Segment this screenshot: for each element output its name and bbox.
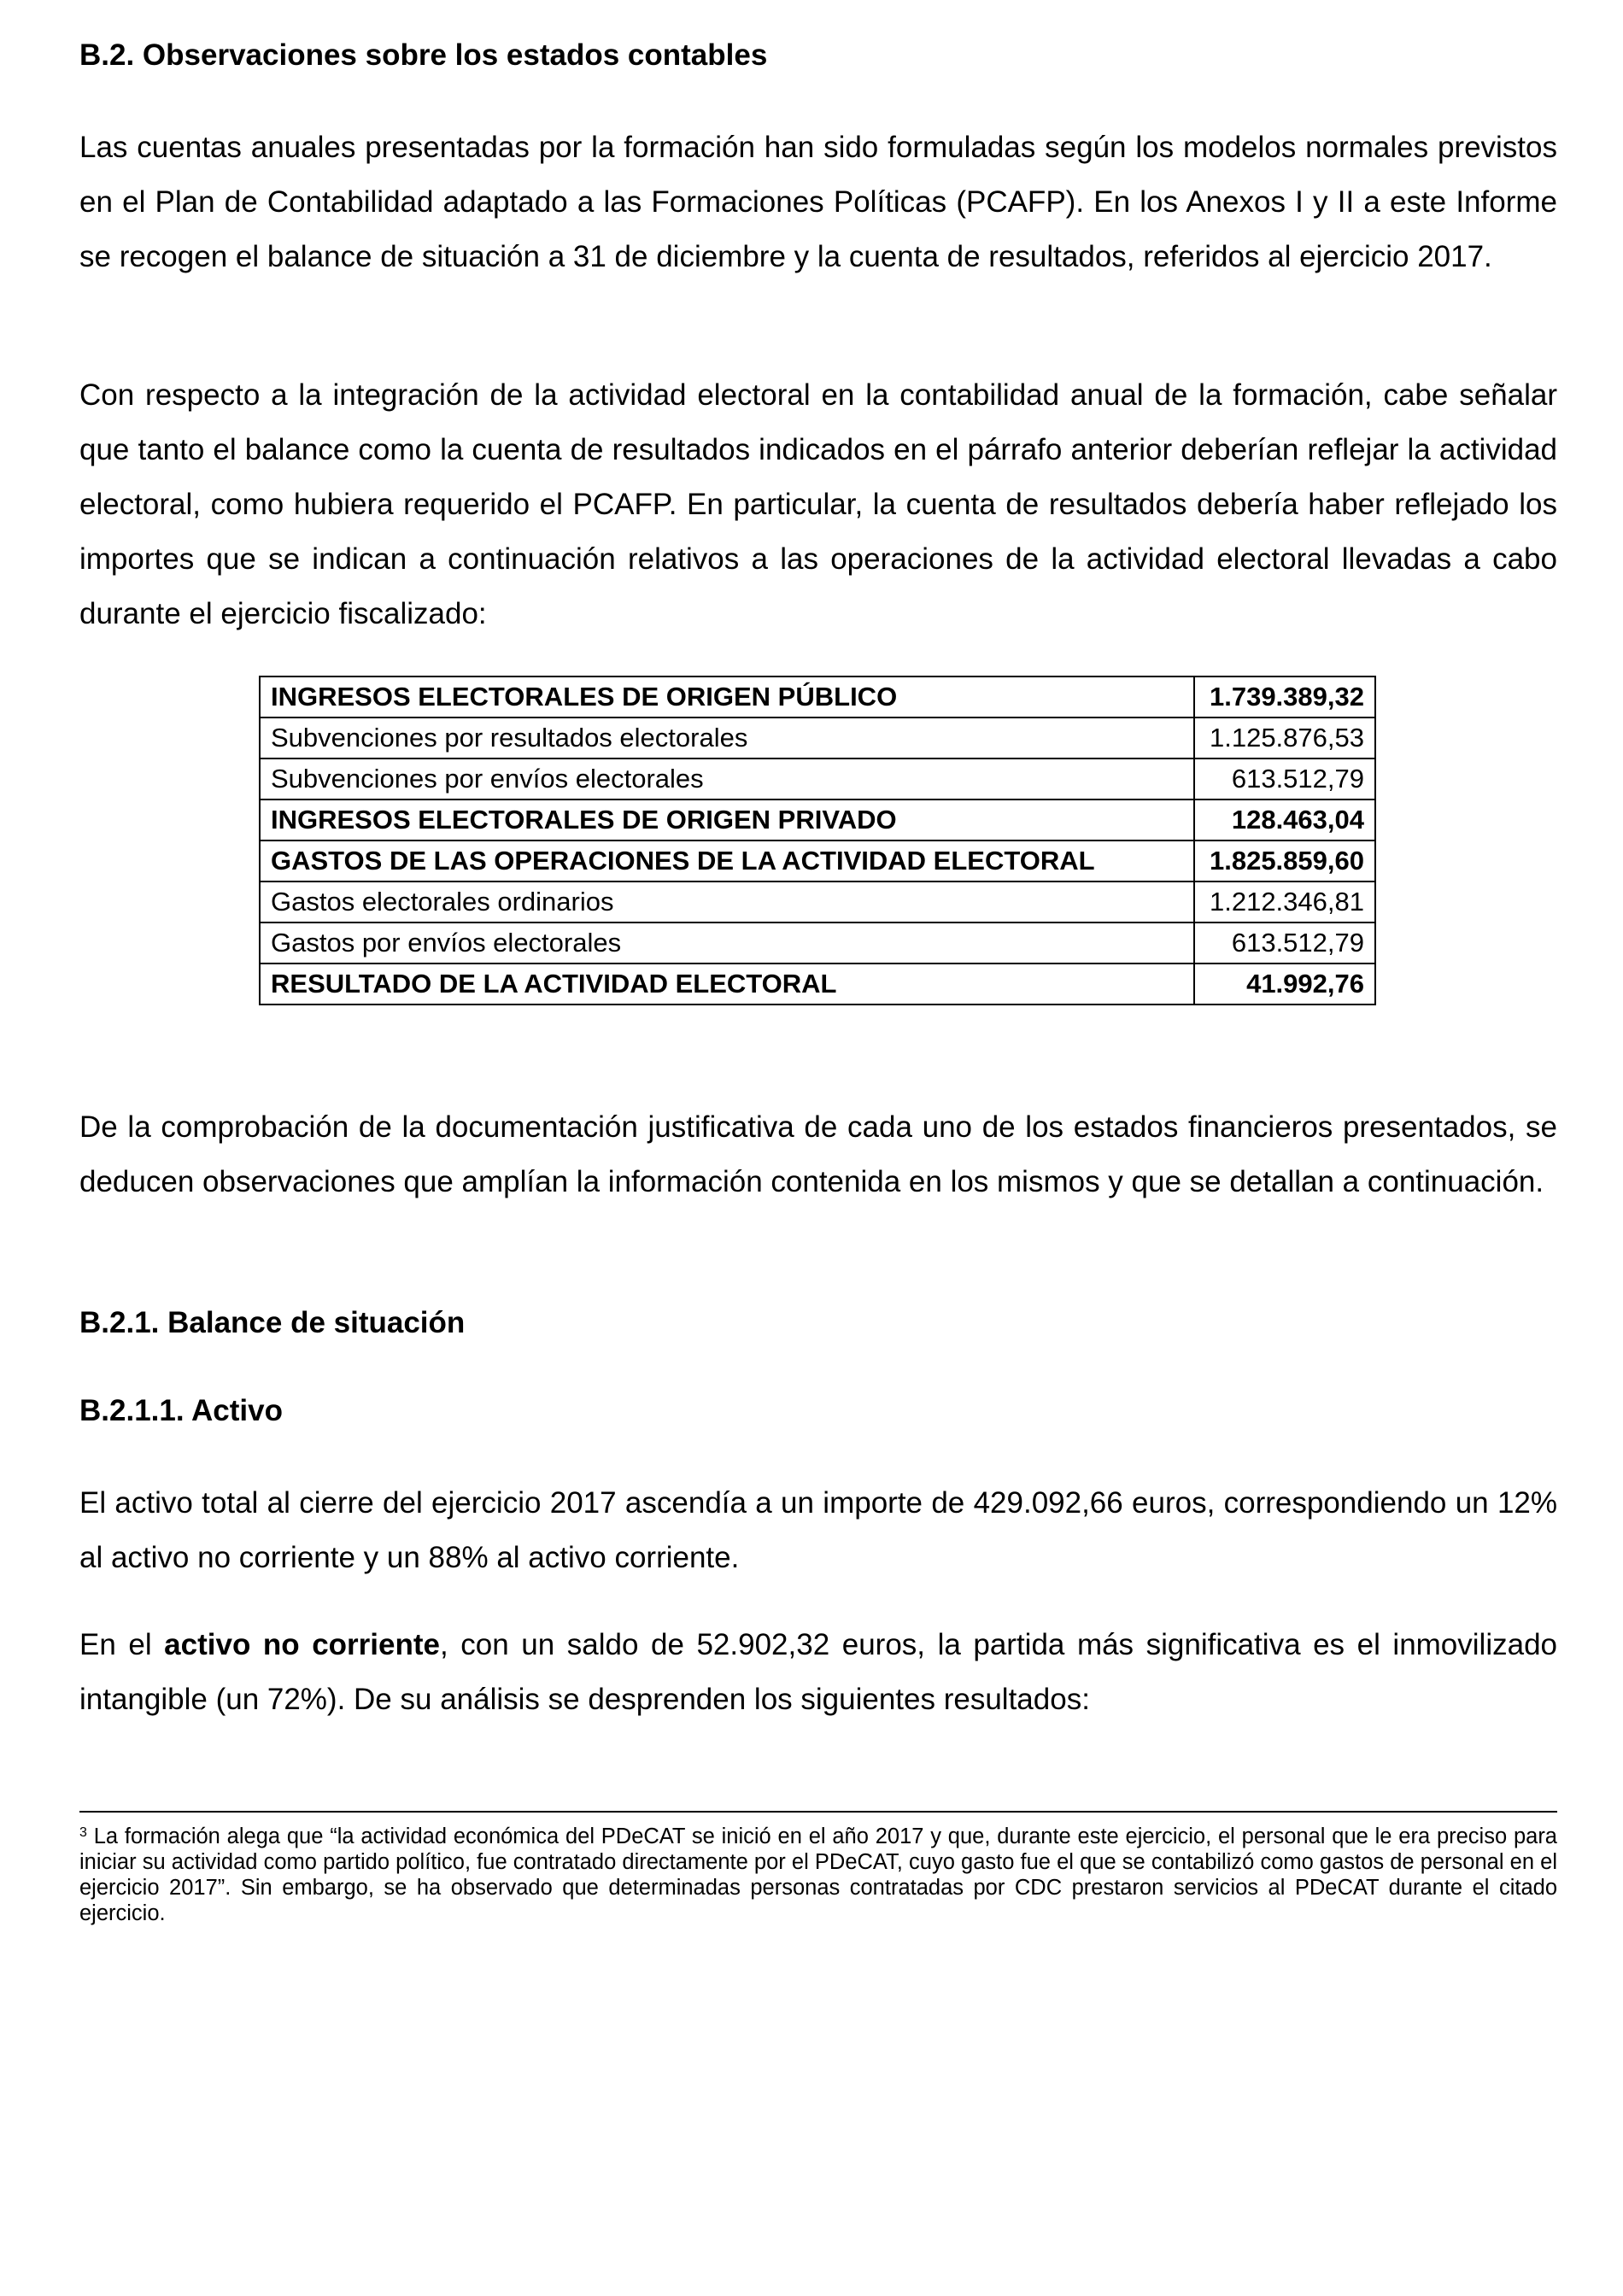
electoral-activity-table	[259, 676, 1376, 1005]
table-row	[260, 718, 1375, 758]
electoral-activity-paragraph: Con respecto a la integración de la actividad electoral en la contabilidad anual de la formación, cabe señalar que tanto el balance como la cuenta de resultados indicados en el párrafo anterior deberían reflejar la actividad electoral, como hubiera requerido el PCAFP. En particular, la cuenta de resultados debería haber reflejado los importes que se indican a continuación relativos a las operaciones de la actividad electoral llevadas a cabo durante el ejercicio fiscalizado:	[79, 378, 1557, 630]
footnote-divider	[79, 1811, 1557, 1813]
row-label: GASTOS DE LAS OPERACIONES DE LA ACTIVIDAD ELECTORAL	[260, 840, 1194, 882]
table-row	[260, 676, 1375, 718]
table-row	[260, 964, 1375, 1004]
row-label: Subvenciones por resultados electorales	[260, 718, 1194, 758]
footnote	[79, 1824, 1557, 1926]
assets-heading: B.2.1.1. Activo	[79, 1394, 283, 1427]
total-assets-paragraph: El activo total al cierre del ejercicio 2017 ascendía a un importe de 429.092,66 euros, correspondiendo un 12% al activo no corriente y un 88% al activo corriente.	[79, 1486, 1557, 1574]
table-row	[260, 840, 1375, 882]
row-label: INGRESOS ELECTORALES DE ORIGEN PRIVADO	[260, 800, 1194, 840]
row-amount: 1.125.876,53	[1194, 718, 1375, 758]
row-label: INGRESOS ELECTORALES DE ORIGEN PÚBLICO	[260, 676, 1194, 718]
row-amount: 1.825.859,60	[1194, 840, 1375, 882]
section-heading: B.2. Observaciones sobre los estados contables	[79, 38, 768, 72]
row-amount: 128.463,04	[1194, 800, 1375, 840]
verification-paragraph: De la comprobación de la documentación justificativa de cada uno de los estados financieros presentados, se deducen observaciones que amplían la información contenida en los mismos y que se detallan a continuación.	[79, 1110, 1557, 1198]
row-amount: 41.992,76	[1194, 964, 1375, 1004]
intro-paragraph: Las cuentas anuales presentadas por la formación han sido formuladas según los modelos normales previstos en el Plan de Contabilidad adaptado a las Formaciones Políticas (PCAFP). En los Anexos I y II a este Informe se recogen el balance de situación a 31 de diciembre y la cuenta de resultados, referidos al ejercicio 2017.	[79, 131, 1557, 273]
row-amount: 613.512,79	[1194, 758, 1375, 800]
balance-heading: B.2.1. Balance de situación	[79, 1306, 466, 1339]
table-row	[260, 922, 1375, 964]
para5-bold-term: activo no corriente	[164, 1628, 440, 1661]
footnote-text: La formación alega que “la actividad económica del PDeCAT se inició en el año 2017 y que, durante este ejercicio, el personal que le era preciso para iniciar su actividad como partido político, fue contratado directamente por el PDeCAT, cuyo gasto fue el que se contabilizó como gastos de personal en el ejercicio 2017”. Sin embargo, se ha observado que determinadas personas contratadas por CDC prestaron servicios al PDeCAT durante el citado ejercicio.	[79, 1824, 1557, 1925]
row-label: Subvenciones por envíos electorales	[260, 758, 1194, 800]
row-label: Gastos por envíos electorales	[260, 922, 1194, 964]
row-label: Gastos electorales ordinarios	[260, 882, 1194, 922]
para5-prefix: En el	[79, 1628, 165, 1661]
table-row	[260, 800, 1375, 840]
para5-suffix: , con un saldo de 52.902,32 euros, la partida más significativa es el inmovilizado intangible (un 72%). De su análisis se desprenden los siguientes resultados:	[79, 1628, 1557, 1716]
row-amount: 1.212.346,81	[1194, 882, 1375, 922]
table-row	[260, 882, 1375, 922]
footnote-marker: 3	[79, 1825, 87, 1840]
row-amount: 1.739.389,32	[1194, 676, 1375, 718]
non-current-assets-paragraph	[79, 1618, 1557, 1727]
row-amount: 613.512,79	[1194, 922, 1375, 964]
row-label: RESULTADO DE LA ACTIVIDAD ELECTORAL	[260, 964, 1194, 1004]
table-row	[260, 758, 1375, 800]
